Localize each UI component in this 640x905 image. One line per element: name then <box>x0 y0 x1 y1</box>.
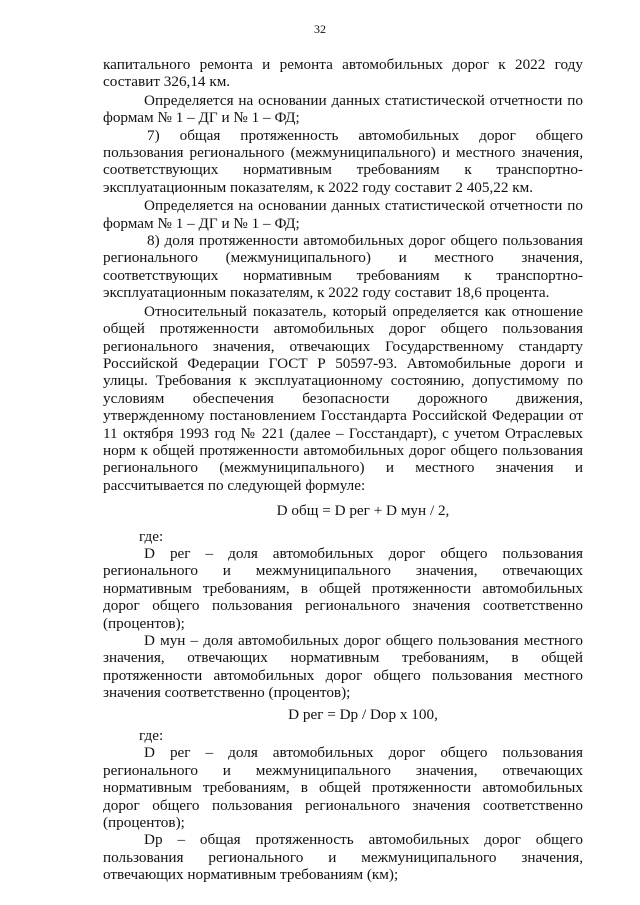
page-number: 32 <box>314 22 326 36</box>
paragraph: Относительный показатель, который определяется как отношение общей протяженности автомобильных дорог общего пользования регионального значения, отвечающих Государственному стандарту Российской Федерации ГОСТ Р 50597-93. Автомобильные дороги и улицы. Требования к эксплуатационному состоянию, допустимому по условиям обеспечения безопасности дорожного движения, утвержденному постановлением Госстандарта Российской Федерации от 11 октября 1993 год № 221 (далее – Госстандарт), с учетом Отраслевых норм к общей протяженности автомобильных дорог общего пользования регионального (межмуниципального) и местного значения и рассчитывается по следующей формуле: <box>103 302 583 494</box>
definition: Dр – общая протяженность автомобильных дорог общего пользования регионального и межмуниципального значения, отвечающих нормативным требованиям (км); <box>103 831 583 884</box>
paragraph: 7) общая протяженность автомобильных дорог общего пользования регионального (межмуниципального) и местного значения, соответствующих нормативным требованиям к транспортно-эксплуатационным показателям, к 2022 году составит 2 405,22 км. <box>103 126 583 196</box>
definition: D мун – доля автомобильных дорог общего пользования местного значения, отвечающих нормативным требованиям, в общей протяженности автомобильных дорог общего пользования местного значения соответственно (процентов); <box>103 632 583 702</box>
formula: D рег = Dр / Dор х 100, <box>288 705 438 723</box>
where-label: где: <box>139 727 164 745</box>
definition: D рег – доля автомобильных дорог общего пользования регионального и межмуниципального значения, отвечающих нормативным требованиям, в общей протяженности автомобильных дорог общего пользования регионального значения соответственно (процентов); <box>103 544 583 632</box>
document-body <box>103 56 583 884</box>
formula: D общ = D рег + D мун / 2, <box>276 502 450 520</box>
where-label: где: <box>139 527 164 545</box>
definition: D рег – доля автомобильных дорог общего пользования регионального и межмуниципального значения, отвечающих нормативным требованиям, в общей протяженности автомобильных дорог общего пользования регионального значения соответственно (процентов); <box>103 744 583 832</box>
paragraph: капитального ремонта и ремонта автомобильных дорог к 2022 году составит 326,14 км. <box>103 56 583 91</box>
paragraph: Определяется на основании данных статистической отчетности по формам № 1 – ДГ и № 1 – ФД; <box>103 91 583 127</box>
paragraph: Определяется на основании данных статистической отчетности по формам № 1 – ДГ и № 1 – ФД; <box>103 197 583 232</box>
paragraph: 8) доля протяженности автомобильных дорог общего пользования регионального (межмуниципального) и местного значения, соответствующих нормативным требованиям к транспортно-эксплуатационным показателям, к 2022 году составит 18,6 процента. <box>103 232 583 302</box>
